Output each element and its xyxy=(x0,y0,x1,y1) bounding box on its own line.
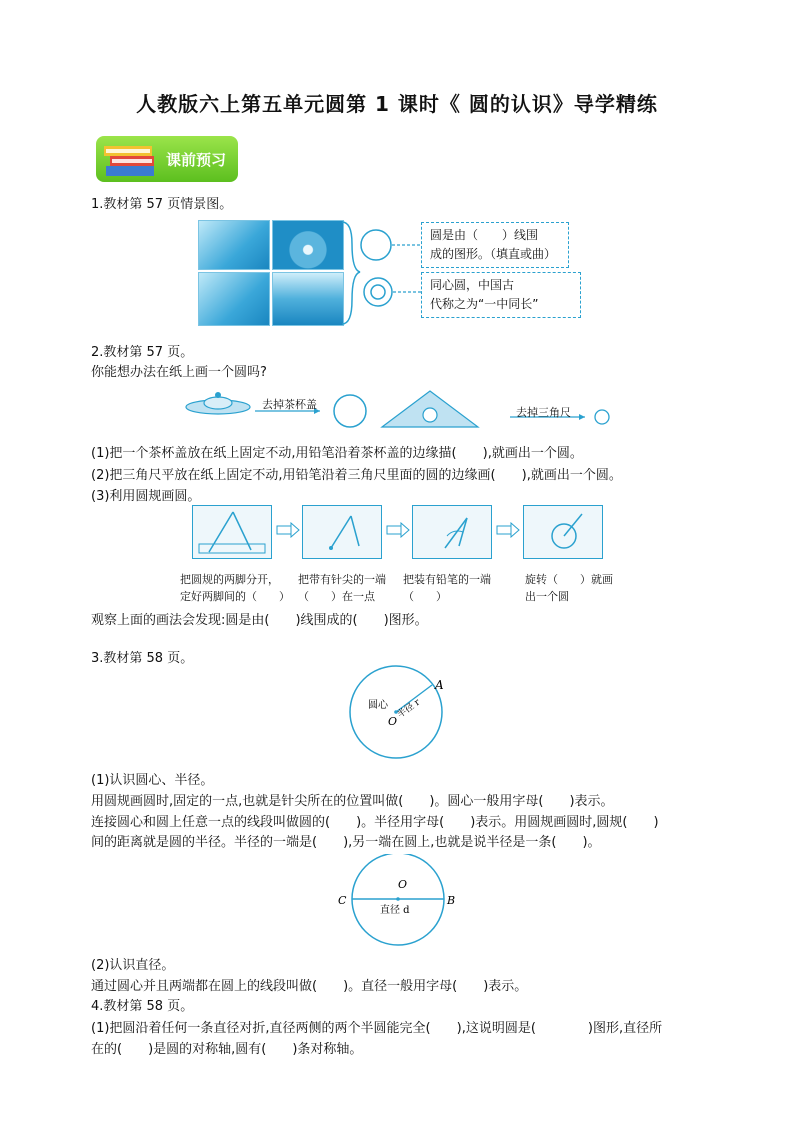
part1-line-b: 连接圆心和圆上任意一点的线段叫做圆的( )。半径用字母( )表示。用圆规画圆时,圆规( ) xyxy=(91,815,659,830)
diameter-label: 直径 d xyxy=(380,905,410,916)
step-arrows xyxy=(272,522,612,538)
step-1-caption-line-1: 把圆规的两脚分开， xyxy=(180,573,279,586)
center-label: 圆心 xyxy=(368,700,388,711)
part1-line-c: 间的距离就是圆的半径。半径的一端是( ),另一端在圆上,也就是说半径是一条( )。 xyxy=(91,835,601,850)
circle-diameter-figure xyxy=(332,854,464,950)
c-label: C xyxy=(338,894,347,907)
photo-fountain xyxy=(272,272,344,326)
arrow-label-remove-lid: 去掉茶杯盖 xyxy=(262,398,317,411)
callout-line-1: 圆是由（ ）线围 xyxy=(430,228,539,242)
method-1-text: (1)把一个茶杯盖放在纸上固定不动,用铅笔沿着茶杯盖的边缘描( ),就画出一个圆。 xyxy=(91,446,583,461)
page-title: 人教版六上第五单元圆第 1 课时《 圆的认识》导学精练 xyxy=(136,92,658,116)
callout-line-2: 成的图形。（填直或曲） xyxy=(430,247,557,261)
o-label-2: O xyxy=(398,878,408,891)
step-1-caption-line-2: 定好两脚间的（ ） xyxy=(180,590,290,603)
section3-heading: 3.教材第 58 页。 xyxy=(91,651,194,666)
method-2-text: (2)把三角尺平放在纸上固定不动,用铅笔沿着三角尺里面的圆的边缘画( ),就画出一个圆。 xyxy=(91,468,622,483)
step-3-caption xyxy=(403,571,491,605)
circle-illustrations xyxy=(340,220,430,328)
step-1-caption xyxy=(180,571,290,605)
section4-heading: 4.教材第 58 页。 xyxy=(91,999,194,1014)
b-label: B xyxy=(447,894,456,907)
step-2-caption-line-2: （ ）在一点 xyxy=(298,590,375,603)
badge-label: 课前预习 xyxy=(166,151,227,169)
books-icon xyxy=(102,140,160,180)
callout-line-4: 代称之为“一中同长” xyxy=(430,297,539,311)
callout-box-concentric xyxy=(421,272,581,318)
step-3-caption-line-1: 把装有铅笔的一端 xyxy=(403,573,491,586)
compass-step-1-image xyxy=(192,505,272,559)
part2-line-a: 通过圆心并且两端都在圆上的线段叫做( )。直径一般用字母( )表示。 xyxy=(91,979,528,994)
section4-line-a: (1)把圆沿着任何一条直径对折,直径两侧的两个半圆能完全( ),这说明圆是( )图形,直径所 xyxy=(91,1021,663,1036)
step-4-caption xyxy=(525,571,613,605)
step-2-caption xyxy=(298,571,386,605)
part1-line-a: 用圆规画圆时,固定的一点,也就是针尖所在的位置叫做( )。圆心一般用字母( )表示。 xyxy=(91,794,614,809)
circle-radius-figure xyxy=(336,662,456,768)
callout-box-curve xyxy=(421,222,569,268)
center-dot-2 xyxy=(396,897,400,901)
step-3-caption-line-2: （ ） xyxy=(403,590,447,603)
photo-water-ripple xyxy=(198,220,270,270)
section2-heading: 2.教材第 57 页。 xyxy=(91,345,194,360)
o-label: O xyxy=(388,715,398,728)
step-2-caption-line-1: 把带有针尖的一端 xyxy=(298,573,386,586)
section1-heading: 1.教材第 57 页情景图。 xyxy=(91,197,233,212)
photo-water-drop xyxy=(198,272,270,326)
part1-heading: (1)认识圆心、半径。 xyxy=(91,773,214,788)
observation-text: 观察上面的画法会发现:圆是由( )线围成的( )图形。 xyxy=(91,613,428,628)
radius-label: 半径 r xyxy=(395,697,423,721)
arrow-label-remove-triangle: 去掉三角尺 xyxy=(516,406,571,419)
section4-line-b: 在的( )是圆的对称轴,圆有( )条对称轴。 xyxy=(91,1042,363,1057)
a-label: A xyxy=(435,678,444,692)
step-4-caption-line-2: 出一个圆 xyxy=(525,590,569,603)
method-3-text: (3)利用圆规画圆。 xyxy=(91,489,201,504)
callout-line-3: 同心圆，中国古 xyxy=(430,278,515,292)
part2-heading: (2)认识直径。 xyxy=(91,958,175,973)
preview-badge xyxy=(96,136,238,182)
section2-question: 你能想办法在纸上画一个圆吗? xyxy=(91,365,267,380)
step-4-caption-line-1: 旋转（ ）就画 xyxy=(525,573,613,586)
photo-ferris-wheel xyxy=(272,220,344,270)
